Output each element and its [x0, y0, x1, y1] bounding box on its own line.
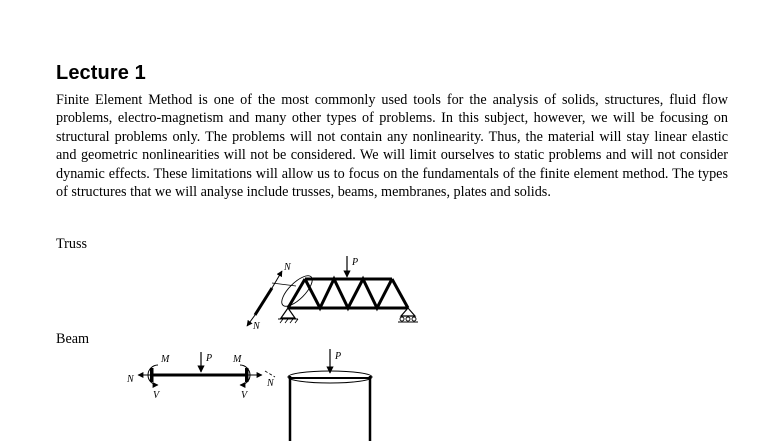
beam-axial-label-left: N — [127, 374, 134, 385]
truss-diagram — [247, 256, 418, 332]
truss-web — [305, 279, 392, 308]
axial-label-bottom: N — [253, 321, 260, 332]
beam-axial-label-right: N — [267, 378, 274, 389]
truss-end-left — [288, 279, 305, 308]
beam-moment-label-left: M — [161, 354, 170, 365]
membrane-load-label: P — [335, 351, 342, 362]
beam-load-label: P — [206, 353, 213, 364]
axial-label-top: N — [284, 262, 291, 273]
detail-member — [255, 288, 272, 315]
page-title: Lecture 1 — [56, 62, 146, 84]
beam-moment-label-right: M — [233, 354, 242, 365]
truss-right-support — [398, 308, 418, 322]
beam-end-left — [150, 368, 154, 382]
beam-connector — [265, 371, 275, 377]
beam-label: Beam — [56, 331, 90, 347]
beam-end-right — [245, 368, 249, 382]
intro-paragraph: Finite Element Method is one of the most commonly used tools for the analysis of solids, structures, fluid flow problems, electro-magnetism and many other types of problems. In this subject, however, we will be focusing on structural problems only. The problems will not contain any nonlinearity. Thus, the material will stay linear elastic and geometric nonlinearities will not be considered. We will limit ourselves to static problems and will not consider dynamic effects. These limitations will allow us to focus on the fundamentals of the finite element method. The types of structures that we will analyse include trusses, beams, membranes, plates and solids. — [56, 92, 728, 201]
truss-left-support — [278, 308, 298, 323]
truss-load-label: P — [352, 257, 359, 268]
truss-member-detail — [247, 262, 317, 332]
truss-label: Truss — [56, 236, 88, 252]
beam-shear-label-left: V — [153, 390, 160, 401]
axial-arrow-top — [272, 271, 282, 288]
beam-shear-label-right: V — [241, 390, 248, 401]
membrane-diagram — [288, 349, 372, 441]
truss-end-right — [392, 279, 408, 308]
beam-diagram — [126, 352, 275, 401]
